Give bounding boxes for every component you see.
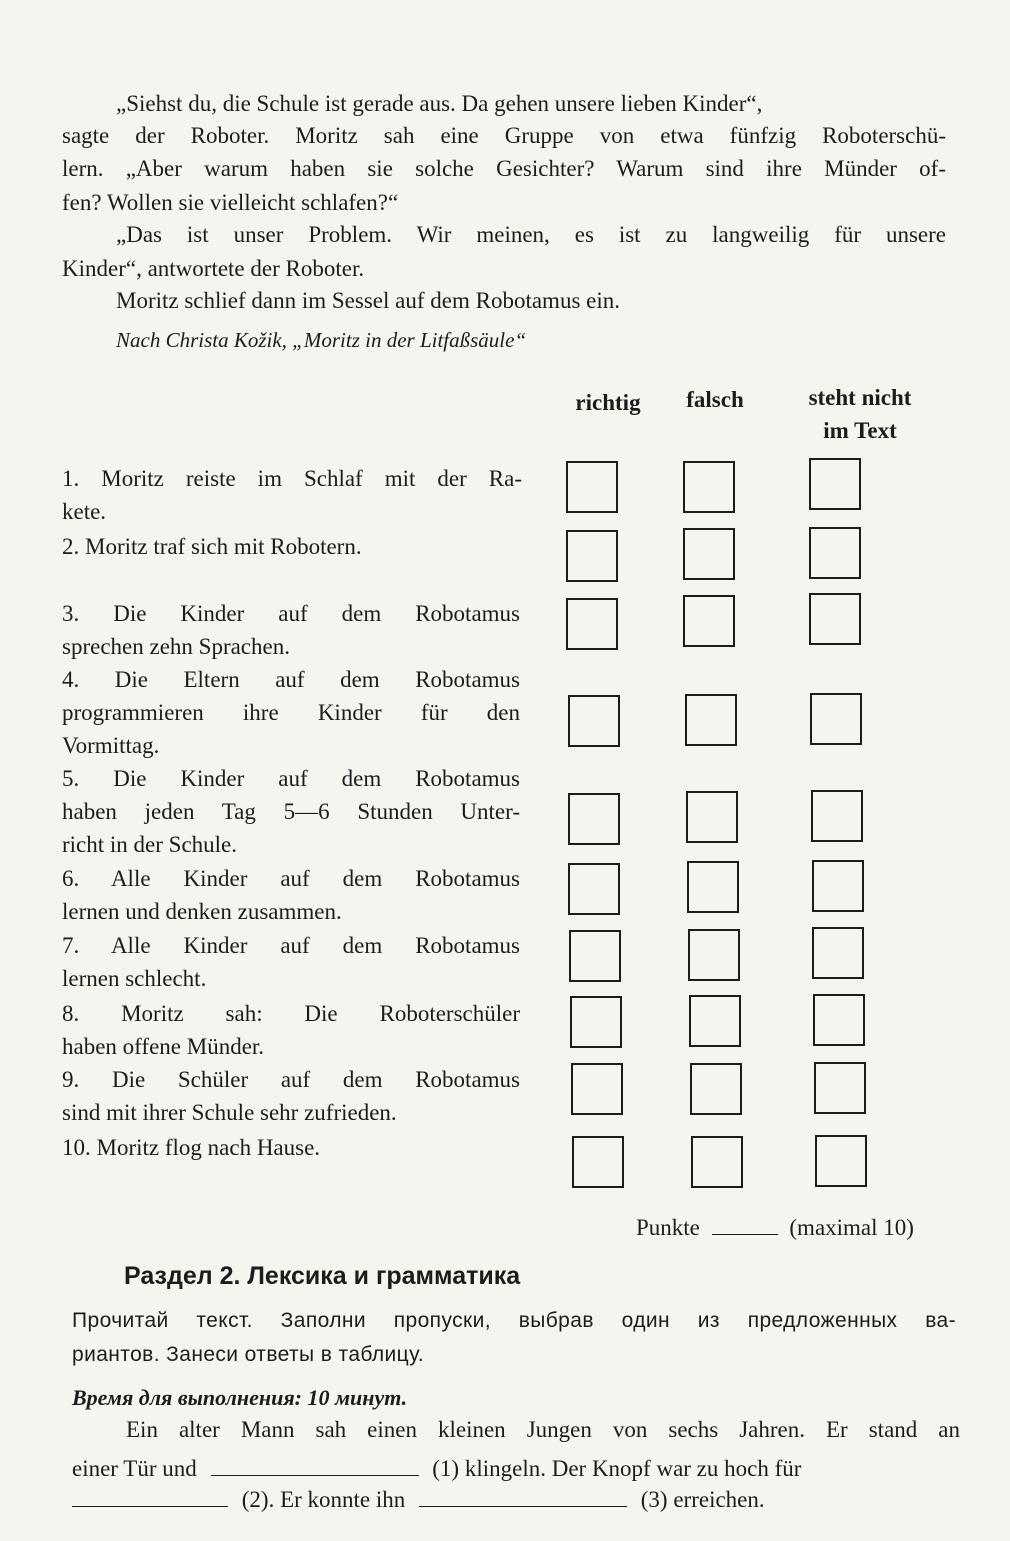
checkbox-10-steht-nicht[interactable] (815, 1135, 867, 1187)
checkbox-3-steht-nicht[interactable] (809, 593, 861, 645)
statement-1: 1. Moritz reiste im Schlaf mit der Ra- kete. (62, 466, 522, 524)
header-steht-nicht: steht nicht (808, 385, 912, 410)
checkbox-4-steht-nicht[interactable] (810, 693, 862, 745)
checkbox-6-richtig[interactable] (568, 863, 620, 915)
checkbox-3-richtig[interactable] (566, 598, 618, 650)
text-line-5: „Das ist unser Problem. Wir meinen, es ist zu langweilig für unsere (116, 222, 946, 247)
statement-7: 7. Alle Kinder auf dem Robotamus lernen schlecht. (62, 933, 520, 991)
text-line-7: Moritz schlief dann im Sessel auf dem Robotamus ein. (116, 288, 620, 313)
statement-9: 9. Die Schüler auf dem Robotamus sind mit ihrer Schule sehr zufrieden. (62, 1067, 520, 1125)
statement-3: 3. Die Kinder auf dem Robotamus sprechen zehn Sprachen. (62, 601, 520, 659)
checkbox-5-steht-nicht[interactable] (811, 790, 863, 842)
citation: Nach Christa Kožik, „Moritz in der Litfaßsäule“ (116, 328, 527, 352)
points-max: (maximal 10) (789, 1215, 914, 1240)
checkbox-3-falsch[interactable] (683, 595, 735, 647)
checkbox-6-falsch[interactable] (687, 861, 739, 913)
checkbox-7-steht-nicht[interactable] (812, 927, 864, 979)
checkbox-7-richtig[interactable] (569, 930, 621, 982)
text-line-4: fen? Wollen sie vielleicht schlafen?“ (62, 190, 399, 215)
checkbox-4-falsch[interactable] (685, 694, 737, 746)
gap-text-line-1: Ein alter Mann sah einen kleinen Jungen von sechs Jahren. Er stand an (126, 1417, 960, 1442)
checkbox-2-steht-nicht[interactable] (809, 527, 861, 579)
checkbox-1-steht-nicht[interactable] (809, 458, 861, 510)
header-im-text: im Text (823, 418, 897, 443)
checkbox-1-richtig[interactable] (566, 461, 618, 513)
gap-text-line-3: (2). Er konnte ihn (3) erreichen. (72, 1484, 960, 1515)
checkbox-9-steht-nicht[interactable] (814, 1062, 866, 1114)
points-blank[interactable] (712, 1212, 778, 1235)
checkbox-8-falsch[interactable] (689, 995, 741, 1047)
checkbox-6-steht-nicht[interactable] (812, 860, 864, 912)
gap-3-blank[interactable] (419, 1484, 627, 1507)
statement-4: 4. Die Eltern auf dem Robotamus programmieren ihre Kinder für den Vormittag. (62, 667, 520, 758)
checkbox-9-richtig[interactable] (571, 1063, 623, 1115)
checkbox-4-richtig[interactable] (568, 695, 620, 747)
time-limit: Время для выполнения: 10 минут. (72, 1385, 408, 1410)
gap-1-blank[interactable] (211, 1453, 419, 1476)
statement-8: 8. Moritz sah: Die Roboterschüler haben offene Münder. (62, 1001, 520, 1059)
points-label: Punkte (636, 1215, 700, 1240)
text-line-1: „Siehst du, die Schule ist gerade aus. Da gehen unsere lieben Kinder“, (116, 91, 763, 116)
checkbox-5-falsch[interactable] (686, 791, 738, 843)
checkbox-1-falsch[interactable] (683, 461, 735, 513)
checkbox-5-richtig[interactable] (568, 793, 620, 845)
text-line-2: sagte der Roboter. Moritz sah eine Gruppe von etwa fünfzig Roboterschü- (62, 123, 946, 148)
statement-10: 10. Moritz flog nach Hause. (62, 1135, 321, 1160)
checkbox-8-steht-nicht[interactable] (813, 994, 865, 1046)
checkbox-7-falsch[interactable] (688, 929, 740, 981)
checkbox-10-richtig[interactable] (572, 1136, 624, 1188)
statement-5: 5. Die Kinder auf dem Robotamus haben jeden Tag 5—6 Stunden Unter- richt in der Schule. (62, 766, 520, 857)
statement-2: 2. Moritz traf sich mit Robotern. (62, 534, 362, 559)
header-richtig: richtig (575, 390, 641, 415)
checkbox-9-falsch[interactable] (690, 1063, 742, 1115)
gap-2-blank[interactable] (72, 1484, 228, 1507)
instruction-line-1: Прочитай текст. Заполни пропуски, выбрав один из предложенных ва- (72, 1309, 956, 1332)
text-line-6: Kinder“, antwortete der Roboter. (62, 256, 365, 281)
header-falsch: falsch (686, 387, 744, 412)
gap-text-line-2: einer Tür und (1) klingeln. Der Knopf war zu hoch für (72, 1453, 960, 1484)
text-line-3: lern. „Aber warum haben sie solche Gesichter? Warum sind ihre Münder of- (62, 156, 946, 181)
checkbox-2-richtig[interactable] (566, 530, 618, 582)
checkbox-8-richtig[interactable] (570, 996, 622, 1048)
points-row (636, 1212, 914, 1243)
instruction-line-2: риантов. Занеси ответы в таблицу. (72, 1343, 425, 1366)
statement-6: 6. Alle Kinder auf dem Robotamus lernen und denken zusammen. (62, 866, 520, 924)
checkbox-10-falsch[interactable] (691, 1136, 743, 1188)
section-2-title: Раздел 2. Лексика и грамматика (124, 1262, 521, 1290)
checkbox-2-falsch[interactable] (683, 528, 735, 580)
